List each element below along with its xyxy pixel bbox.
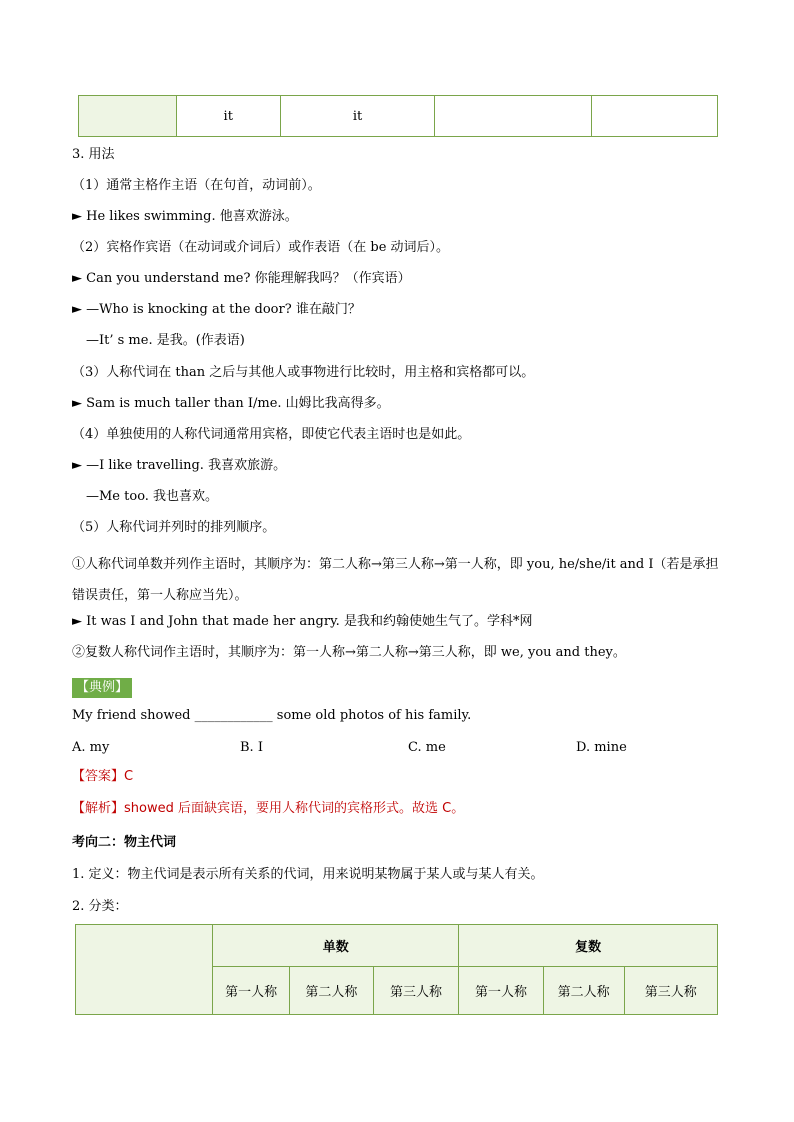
table-corner xyxy=(76,925,213,1015)
person-header: 第二人称 xyxy=(543,967,624,1015)
rule-2: （2）宾格作宾语（在动词或介词后）或作表语（在 be 动词后）。 xyxy=(72,240,450,255)
person-header: 第一人称 xyxy=(459,967,544,1015)
rule-4: （4）单独使用的人称代词通常用宾格，即使它代表主语时也是如此。 xyxy=(72,427,471,442)
person-header: 第三人称 xyxy=(373,967,459,1015)
example-1: ► He likes swimming. 他喜欢游泳。 xyxy=(72,209,298,224)
singular-header: 单数 xyxy=(213,925,459,967)
rule-1: （1）通常主格作主语（在句首，动词前）。 xyxy=(72,178,321,193)
person-header: 第三人称 xyxy=(624,967,717,1015)
rule-3: （3）人称代词在 than 之后与其他人或事物进行比较时，用主格和宾格都可以。 xyxy=(72,365,535,380)
possessive-table xyxy=(75,924,718,1015)
example-5-reply: —Me too. 我也喜欢。 xyxy=(86,489,219,504)
option-c: C. me xyxy=(408,740,446,755)
option-d: D. mine xyxy=(576,740,627,755)
table-cell: it xyxy=(280,96,435,137)
plural-header: 复数 xyxy=(459,925,718,967)
analysis: 【解析】showed 后面缺宾语，要用人称代词的宾格形式。故选 C。 xyxy=(72,801,465,816)
question-text: My friend showed ____________ some old photos of his family. xyxy=(72,708,472,723)
example-5: ► —I like travelling. 我喜欢旅游。 xyxy=(72,458,287,473)
example-4: ► Sam is much taller than I/me. 山姆比我高得多。 xyxy=(72,396,390,411)
pronoun-table-top xyxy=(78,95,718,137)
classification: 2. 分类： xyxy=(72,899,128,914)
rule-5-plural: ②复数人称代词作主语时，其顺序为：第一人称→第二人称→第三人称，即 we, you and they。 xyxy=(72,645,626,660)
section-heading: 考向二：物主代词 xyxy=(72,835,177,850)
option-a: A. my xyxy=(72,740,110,755)
table-cell xyxy=(79,96,177,137)
example-3-reply: —It’ s me. 是我。(作表语) xyxy=(86,333,245,348)
table-cell xyxy=(591,96,717,137)
table-cell xyxy=(435,96,591,137)
person-header: 第一人称 xyxy=(213,967,290,1015)
rule-5: （5）人称代词并列时的排列顺序。 xyxy=(72,520,276,535)
example-2: ► Can you understand me? 你能理解我吗？（作宾语） xyxy=(72,271,411,286)
table-cell: it xyxy=(176,96,280,137)
usage-heading: 3. 用法 xyxy=(72,147,115,162)
person-header: 第二人称 xyxy=(290,967,374,1015)
option-b: B. I xyxy=(240,740,263,755)
example-6: ► It was I and John that made her angry. 是我和约翰使她生气了。学科*网 xyxy=(72,614,533,629)
example-3: ► —Who is knocking at the door? 谁在敲门？ xyxy=(72,302,361,317)
answer: 【答案】C xyxy=(72,769,134,784)
example-tag: 【典例】 xyxy=(72,678,132,698)
rule-5-singular: ①人称代词单数并列作主语时，其顺序为：第二人称→第三人称→第一人称，即 you, he/she/it and I（若是承担错误责任，第一人称应当先）。 xyxy=(72,557,719,603)
definition: 1. 定义：物主代词是表示所有关系的代词，用来说明某物属于某人或与某人有关。 xyxy=(72,867,544,882)
